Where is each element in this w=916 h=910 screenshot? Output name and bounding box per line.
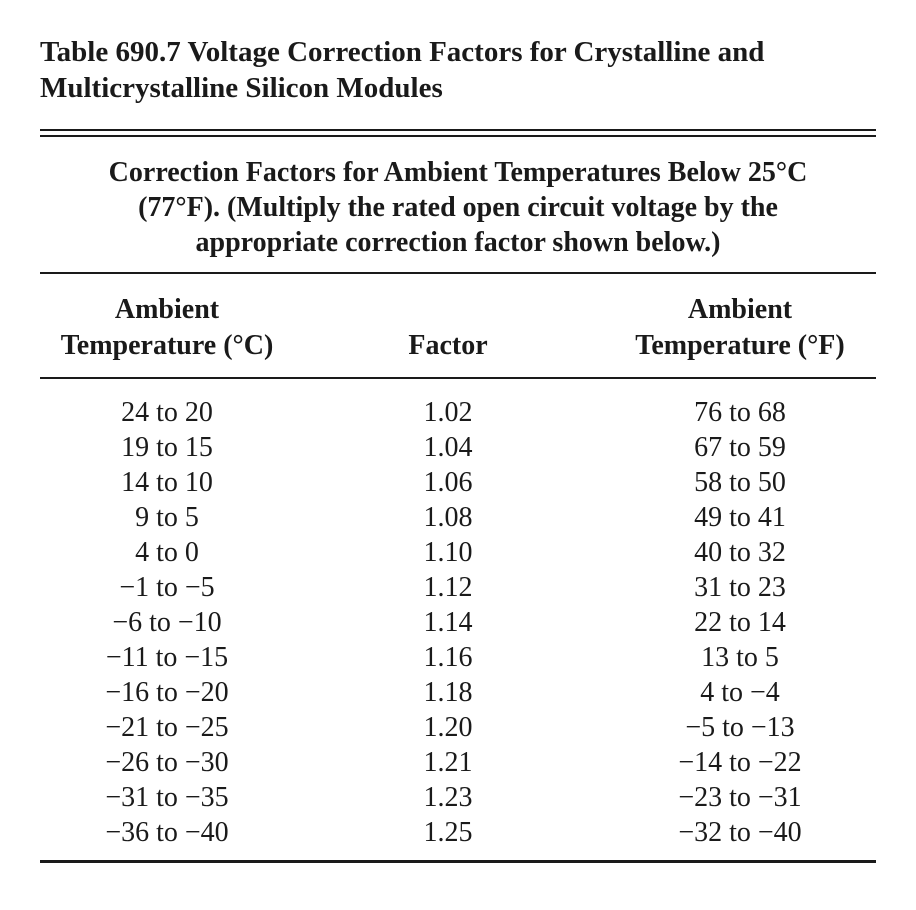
cell-fahrenheit: −23 to −31	[678, 782, 802, 813]
column-header-fahrenheit	[612, 292, 868, 364]
cell-factor: 1.23	[423, 782, 473, 813]
top-rule-upper	[40, 129, 876, 131]
column-header-factor	[348, 328, 548, 364]
cell-celsius: 14 to 10	[121, 467, 213, 498]
top-rule-lower	[40, 135, 876, 137]
cell-celsius: −1 to −5	[119, 572, 215, 603]
cell-celsius: −11 to −15	[105, 642, 229, 673]
cell-celsius: −26 to −30	[105, 747, 229, 778]
cell-celsius: 4 to 0	[135, 537, 199, 568]
cell-factor: 1.08	[423, 502, 473, 533]
cell-fahrenheit: 76 to 68	[694, 397, 786, 428]
cell-factor: 1.20	[423, 712, 473, 743]
table-row	[40, 675, 876, 710]
cell-factor: 1.10	[423, 537, 473, 568]
table-title-line-1: Table 690.7 Voltage Correction Factors for Crystalline and	[40, 36, 765, 68]
cell-factor: 1.16	[423, 642, 473, 673]
column-header-factor-label: Factor	[408, 330, 488, 361]
cell-celsius: −6 to −10	[112, 607, 222, 638]
cell-fahrenheit: −5 to −13	[685, 712, 795, 743]
subheading-line-2: (77°F). (Multiply the rated open circuit voltage by the	[138, 192, 778, 223]
cell-fahrenheit: 31 to 23	[694, 572, 786, 603]
table-row	[40, 745, 876, 780]
table-row	[40, 605, 876, 640]
table-row	[40, 640, 876, 675]
cell-fahrenheit: 4 to −4	[700, 677, 780, 708]
header-top-rule	[40, 272, 876, 274]
cell-factor: 1.25	[423, 817, 473, 848]
cell-celsius: 9 to 5	[135, 502, 199, 533]
header-bottom-rule	[40, 377, 876, 379]
cell-fahrenheit: −32 to −40	[678, 817, 802, 848]
column-header-celsius	[40, 292, 294, 364]
cell-factor: 1.04	[423, 432, 473, 463]
cell-celsius: 24 to 20	[121, 397, 213, 428]
table-title	[40, 34, 890, 106]
table-row	[40, 535, 876, 570]
table-row	[40, 465, 876, 500]
cell-factor: 1.21	[423, 747, 473, 778]
bottom-rule	[40, 860, 876, 863]
cell-factor: 1.14	[423, 607, 473, 638]
cell-celsius: 19 to 15	[121, 432, 213, 463]
cell-celsius: −31 to −35	[105, 782, 229, 813]
cell-fahrenheit: 58 to 50	[694, 467, 786, 498]
cell-celsius: −16 to −20	[105, 677, 229, 708]
table-row	[40, 780, 876, 815]
table-row	[40, 500, 876, 535]
cell-celsius: −36 to −40	[105, 817, 229, 848]
cell-fahrenheit: 67 to 59	[694, 432, 786, 463]
cell-fahrenheit: 49 to 41	[694, 502, 786, 533]
cell-celsius: −21 to −25	[105, 712, 229, 743]
table-title-line-2: Multicrystalline Silicon Modules	[40, 72, 443, 104]
subheading-line-1: Correction Factors for Ambient Temperatures Below 25°C	[108, 157, 808, 188]
column-header-fahrenheit-line-1: Ambient	[687, 294, 793, 325]
cell-factor: 1.02	[423, 397, 473, 428]
table-row	[40, 570, 876, 605]
column-header-celsius-line-1: Ambient	[114, 294, 220, 325]
subheading-line-3: appropriate correction factor shown below.)	[195, 227, 721, 258]
cell-factor: 1.18	[423, 677, 473, 708]
cell-fahrenheit: 40 to 32	[694, 537, 786, 568]
cell-fahrenheit: −14 to −22	[678, 747, 802, 778]
table-row	[40, 430, 876, 465]
cell-factor: 1.06	[423, 467, 473, 498]
table-row	[40, 395, 876, 430]
table-row	[40, 710, 876, 745]
cell-fahrenheit: 13 to 5	[701, 642, 779, 673]
column-header-fahrenheit-line-2: Temperature (°F)	[635, 330, 845, 361]
column-header-celsius-line-2: Temperature (°C)	[60, 330, 274, 361]
cell-factor: 1.12	[423, 572, 473, 603]
table-body	[40, 395, 876, 850]
cell-fahrenheit: 22 to 14	[694, 607, 786, 638]
table-subheading	[40, 155, 876, 260]
table-row	[40, 815, 876, 850]
